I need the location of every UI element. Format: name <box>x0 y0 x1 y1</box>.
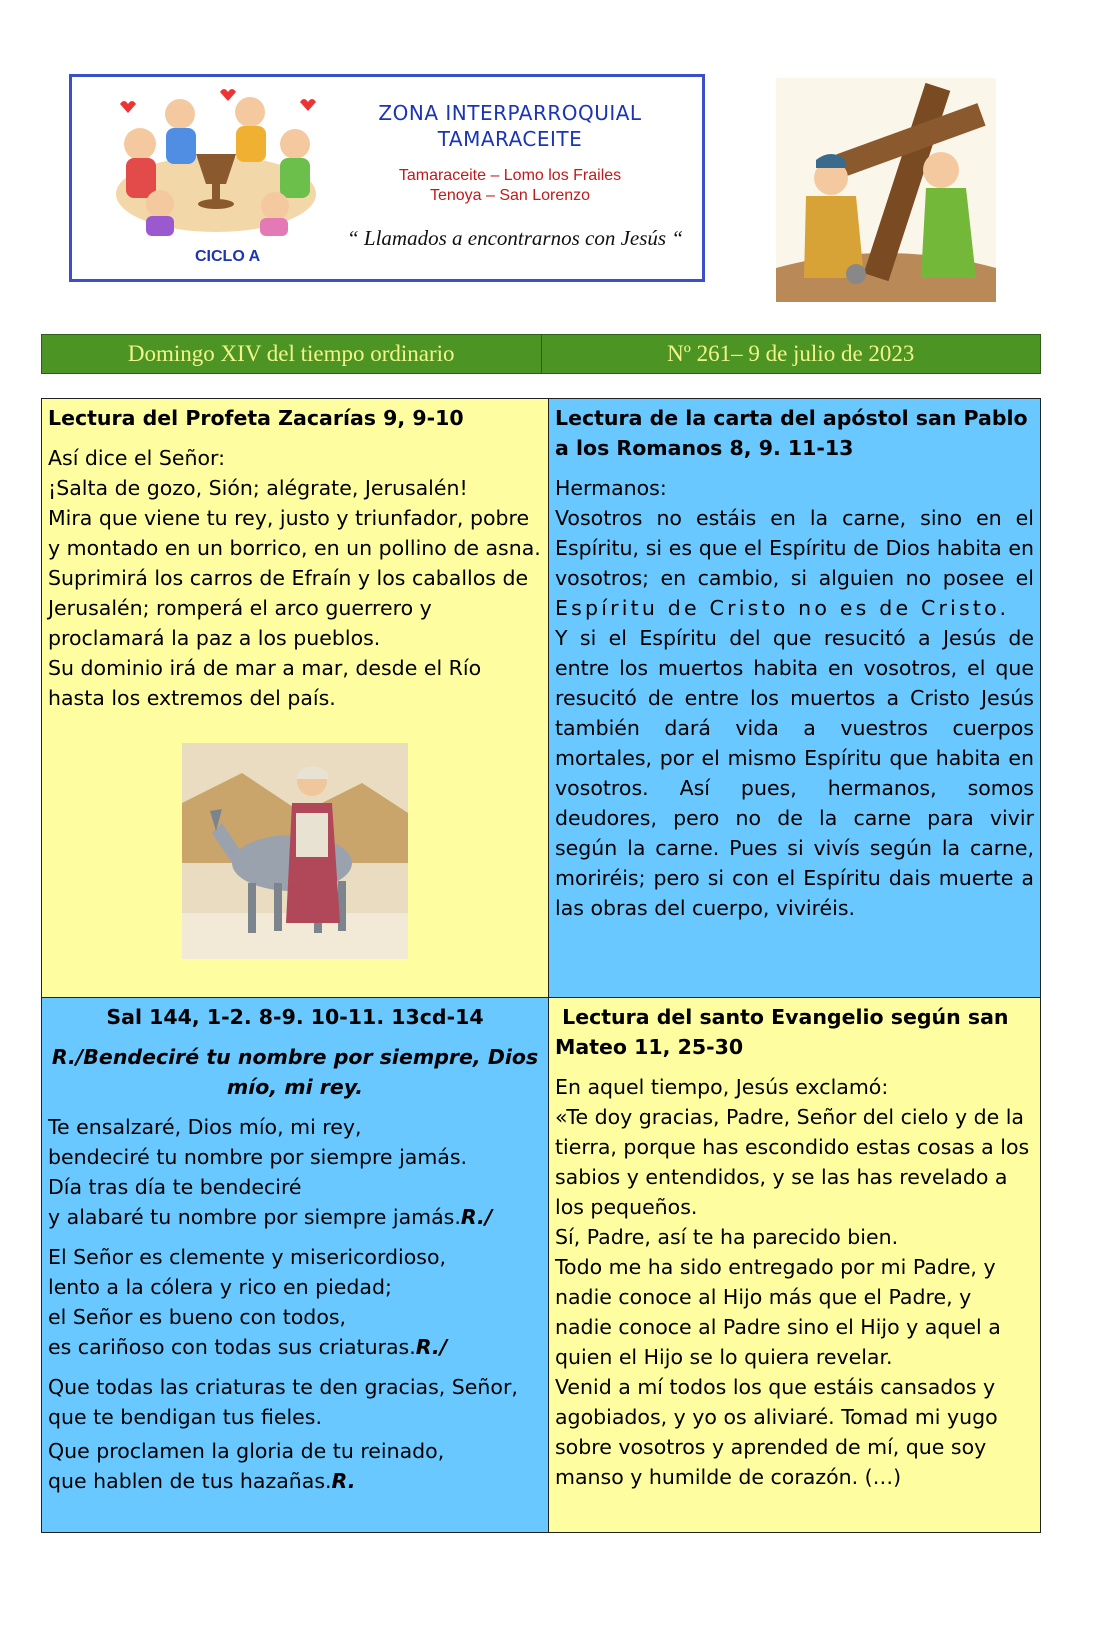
zone-title-line1: ZONA INTERPARROQUIAL <box>378 101 642 125</box>
psalm-line <box>48 1332 542 1362</box>
psalm-stanza <box>48 1372 542 1432</box>
reading-paragraph <box>555 503 1034 623</box>
reading-text: Vosotros no estáis en la carne, sino en el Espíritu, si es que el Espíritu de Dios habita en vosotros; en cambio, si alguien no posee el <box>555 506 1034 590</box>
psalm-line-text: es cariñoso con todas sus criaturas. <box>48 1335 416 1359</box>
gospel-mateo <box>548 997 1041 1533</box>
motto: “ Llamados a encontrarnos con Jesús “ <box>346 226 683 250</box>
psalm <box>41 997 549 1533</box>
gospel-line: Venid a mí todos los que estáis cansados y agobiados, y yo os aliviaré. Tomad mi yugo sobre vosotros y aprended de mí, que soy manso y humilde de corazón. (…) <box>555 1375 998 1489</box>
psalm-stanza <box>48 1436 542 1496</box>
gospel-line: En aquel tiempo, Jesús exclamó: <box>555 1075 889 1099</box>
parishes-list <box>330 166 690 206</box>
parishes-line2: Tenoya – San Lorenzo <box>429 187 591 204</box>
psalm-line <box>48 1202 542 1232</box>
reading-line: Su dominio irá de mar a mar, desde el Río hasta los extremos del país. <box>48 656 482 710</box>
reading-line: ¡Salta de gozo, Sión; alégrate, Jerusalén! <box>48 476 468 500</box>
response-mark: R./ <box>415 1335 448 1359</box>
zone-title-line2: TAMARACEITE <box>437 127 583 151</box>
reading-line: Suprimirá los carros de Efraín y los caballos de Jerusalén; romperá el arco guerrero y proclamará la paz a los pueblos. <box>48 566 529 650</box>
reading-greeting: Hermanos: <box>555 476 667 500</box>
gospel-line: Sí, Padre, así te ha parecido bien. <box>555 1225 899 1249</box>
psalm-response: R./Bendeciré tu nombre por siempre, Dios mío, mi rey. <box>51 1045 539 1099</box>
psalm-stanza <box>48 1112 542 1232</box>
psalm-line: El Señor es clemente y misericordioso, <box>48 1245 446 1269</box>
issue-bar <box>41 334 1041 374</box>
response-mark: R. <box>331 1469 356 1493</box>
issue-number-date: Nº 261– 9 de julio de 2023 <box>667 341 915 366</box>
parishes-line1: Tamaraceite – Lomo los Frailes <box>398 167 622 184</box>
gospel-line: «Te doy gracias, Padre, Señor del cielo y de la tierra, porque has escondido estas cosas a los sabios y entendidos, y se las has revelado a los pequeños. <box>555 1105 1030 1219</box>
zone-title <box>330 100 690 152</box>
psalm-line: Que todas las criaturas te den gracias, Señor, <box>48 1375 518 1399</box>
psalm-line: Día tras día te bendeciré <box>48 1175 302 1199</box>
psalm-title: Sal 144, 1-2. 8-9. 10-11. 13cd-14 <box>106 1005 484 1029</box>
psalm-line <box>48 1466 542 1496</box>
psalm-line: lento a la cólera y rico en piedad; <box>48 1275 392 1299</box>
psalm-stanza <box>48 1242 542 1362</box>
psalm-line: bendeciré tu nombre por siempre jamás. <box>48 1145 468 1169</box>
gospel-title: Lectura del santo Evangelio según san Mateo 11, 25-30 <box>555 1005 1016 1059</box>
reading-line: Así dice el Señor: <box>48 446 225 470</box>
jesus-carrying-cross-illustration <box>776 78 996 302</box>
reading-text-spaced: Espíritu de Cristo no es de Cristo. <box>555 596 1010 620</box>
psalm-line: Te ensalzaré, Dios mío, mi rey, <box>48 1115 362 1139</box>
sunday-title: Domingo XIV del tiempo ordinario <box>42 335 542 373</box>
reading-body <box>48 443 542 713</box>
reading-romanos <box>548 398 1041 998</box>
reading-title: Lectura de la carta del apóstol san Pablo a los Romanos 8, 9. 11-13 <box>555 406 1028 460</box>
man-on-donkey-illustration <box>182 743 408 959</box>
gospel-body <box>555 1072 1034 1492</box>
psalm-line-text: y alabaré tu nombre por siempre jamás. <box>48 1205 461 1229</box>
gospel-line: Todo me ha sido entregado por mi Padre, y nadie conoce al Hijo más que el Padre, y nadie conoce al Padre sino el Hijo y aquel a quien el Hijo se lo quiera revelar. <box>555 1255 1001 1369</box>
psalm-line: el Señor es bueno con todos, <box>48 1305 347 1329</box>
psalm-line: que te bendigan tus fieles. <box>48 1405 322 1429</box>
response-mark: R./ <box>460 1205 493 1229</box>
reading-title: Lectura del Profeta Zacarías 9, 9-10 <box>48 406 464 430</box>
community-illustration <box>100 84 332 238</box>
reading-paragraph: Y si el Espíritu del que resucitó a Jesús de entre los muertos habita en vosotros, el que resucitó de entre los muertos a Cristo Jesús también dará vida a vuestros cuerpos mortales, por el mismo Espíritu que habita en vosotros. Así pues, hermanos, somos deudores, pero no de la carne para vivir según la carne. Pues si vivís según la carne, moriréis; pero si con el Espíritu dais muerte a las obras del cuerpo, viviréis. <box>555 626 1034 920</box>
psalm-line: Que proclamen la gloria de tu reinado, <box>48 1439 445 1463</box>
reading-zacarias <box>41 398 549 998</box>
psalm-line-text: que hablen de tus hazañas. <box>48 1469 332 1493</box>
ciclo-label: CICLO A <box>195 248 261 265</box>
reading-line: Mira que viene tu rey, justo y triunfador, pobre y montado en un borrico, en un pollino de asna. <box>48 506 541 560</box>
